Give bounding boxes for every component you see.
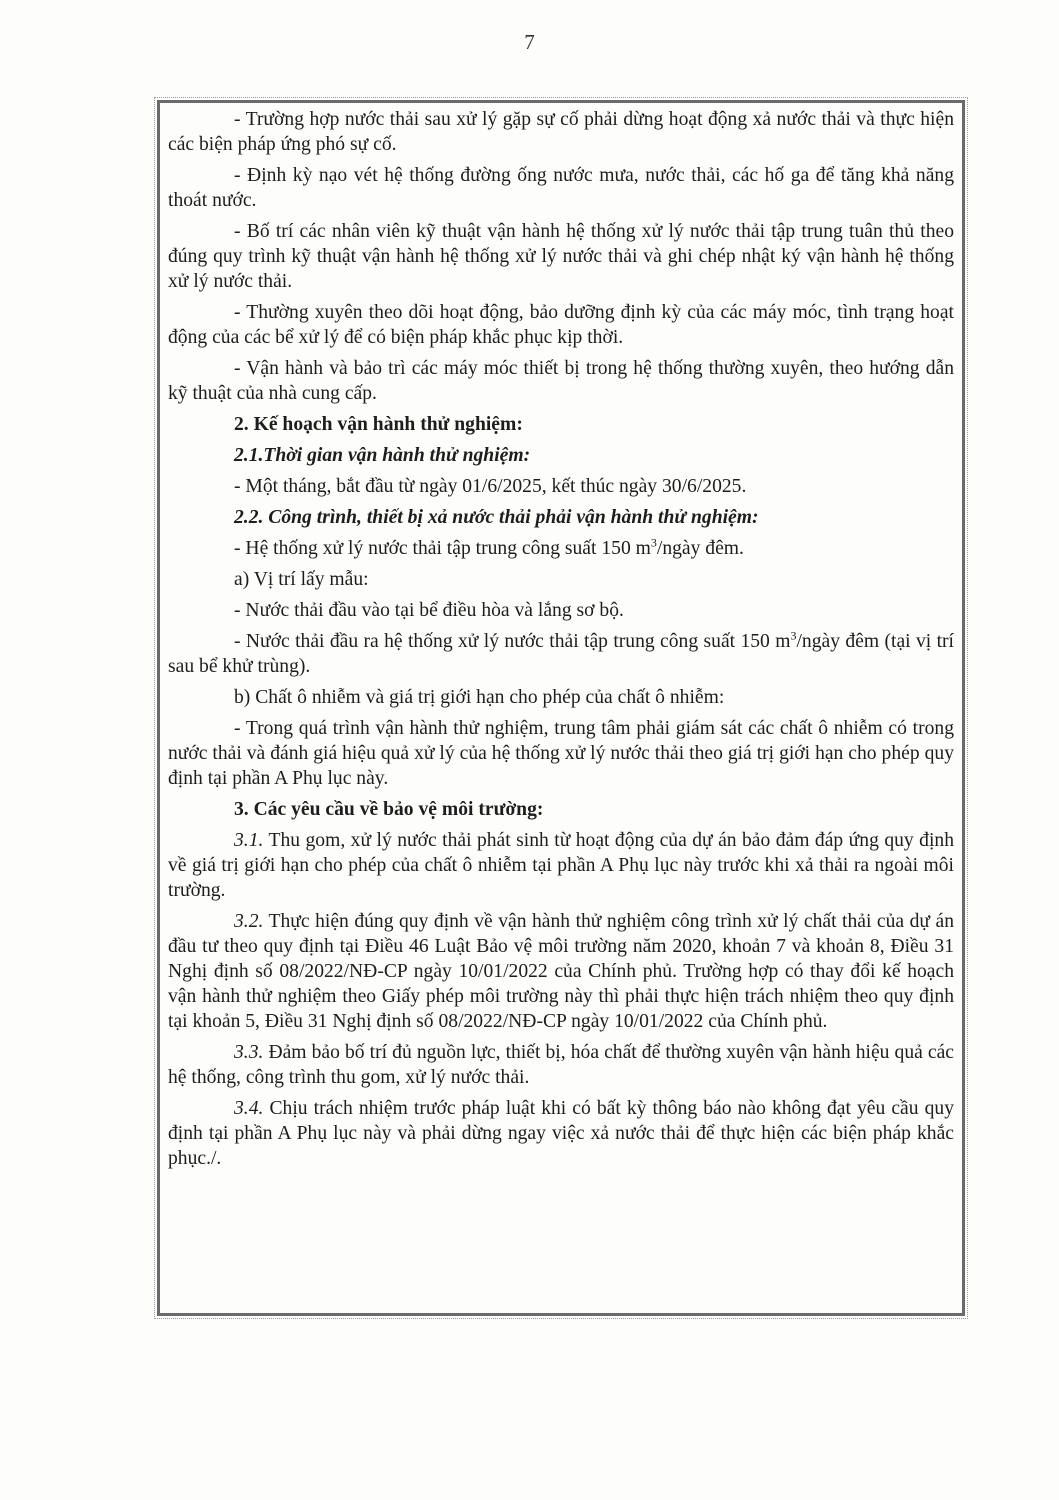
requirement-number: 3.1.: [234, 830, 264, 851]
requirement-text: Thực hiện đúng quy định về vận hành thử nghiệm công trình xử lý chất thải của dự án đầu tư theo quy định tại Điều 46 Luật Bảo vệ môi trường năm 2020, khoản 7 và khoản 8, Điều 31 Nghị định số 08/2022/NĐ-CP ngày 10/01/2022 của Chính phủ. Trường hợp có thay đổi kế hoạch vận hành thử nghiệm theo Giấy phép môi trường này thì phải thực hiện trách nhiệm theo quy định tại khoản 5, Điều 31 Nghị định số 08/2022/NĐ-CP ngày 10/01/2022 của Chính phủ.: [168, 911, 954, 1032]
paragraph-requirement-3-2: [168, 909, 954, 1034]
content-frame: [157, 100, 965, 1316]
page-number: 7: [524, 30, 535, 54]
heading-test-works: 2.2. Công trình, thiết bị xả nước thải phải vận hành thử nghiệm:: [234, 507, 759, 528]
outlet-unit: /ngày đêm (tại vị trí sau bể khử trùng).: [168, 631, 954, 677]
requirement-text: Đảm bảo bố trí đủ nguồn lực, thiết bị, hóa chất để thường xuyên vận hành hiệu quả các hệ thống, công trình thu gom, xử lý nước thải.: [168, 1042, 954, 1088]
capacity-text: - Hệ thống xử lý nước thải tập trung công suất 150 m: [234, 538, 651, 559]
outlet-text: - Nước thải đầu ra hệ thống xử lý nước thải tập trung công suất 150 m: [234, 631, 791, 652]
capacity-superscript: 3: [650, 535, 657, 550]
paragraph-inlet: - Nước thải đầu vào tại bể điều hòa và lắng sơ bộ.: [234, 600, 624, 621]
paragraph-dredging: - Định kỳ nạo vét hệ thống đường ống nước mưa, nước thải, các hố ga để tăng khả năng thoát nước.: [168, 165, 954, 211]
paragraph-pollutants: b) Chất ô nhiễm và giá trị giới hạn cho phép của chất ô nhiễm:: [234, 687, 725, 708]
requirement-text: Chịu trách nhiệm trước pháp luật khi có bất kỳ thông báo nào không đạt yêu cầu quy định tại phần A Phụ lục này và phải dừng ngay việc xả nước thải để thực hiện các biện pháp khắc phục./.: [168, 1098, 954, 1169]
requirement-text: Thu gom, xử lý nước thải phát sinh từ hoạt động của dự án bảo đảm đáp ứng quy định về giá trị giới hạn cho phép của chất ô nhiễm tại phần A Phụ lục này trước khi xả thải ra ngoài môi trường.: [168, 830, 954, 901]
paragraph-test-period: - Một tháng, bắt đầu từ ngày 01/6/2025, kết thúc ngày 30/6/2025.: [234, 476, 747, 497]
paragraph-staff: - Bố trí các nhân viên kỹ thuật vận hành hệ thống xử lý nước thải tập trung tuân thủ theo đúng quy trình kỹ thuật vận hành hệ thống xử lý nước thải và ghi chép nhật ký vận hành hệ thống xử lý nước thải.: [168, 221, 954, 292]
heading-test-plan: 2. Kế hoạch vận hành thử nghiệm:: [234, 414, 523, 435]
paragraph-requirement-3-4: [168, 1096, 954, 1171]
outlet-superscript: 3: [790, 628, 797, 643]
paragraph-sampling-location: a) Vị trí lấy mẫu:: [234, 569, 369, 590]
paragraph-maintenance: - Thường xuyên theo dõi hoạt động, bảo dưỡng định kỳ của các máy móc, tình trạng hoạt động của các bể xử lý để có biện pháp khắc phục kịp thời.: [168, 302, 954, 348]
requirement-number: 3.2.: [234, 911, 264, 932]
paragraph-system-capacity: [168, 536, 954, 561]
paragraph-outlet: [168, 629, 954, 679]
heading-test-time: 2.1.Thời gian vận hành thử nghiệm:: [234, 445, 531, 466]
capacity-unit: /ngày đêm.: [656, 538, 744, 559]
heading-env-requirements: 3. Các yêu cầu về bảo vệ môi trường:: [234, 799, 544, 820]
paragraph-requirement-3-1: [168, 828, 954, 903]
paragraph-monitoring: - Trong quá trình vận hành thử nghiệm, trung tâm phải giám sát các chất ô nhiễm có trong nước thải và đánh giá hiệu quả xử lý của hệ thống xử lý nước thải theo giá trị giới hạn cho phép quy định tại phần A Phụ lục này.: [168, 718, 954, 789]
paragraph-incident-stop: - Trường hợp nước thải sau xử lý gặp sự cố phải dừng hoạt động xả nước thải và thực hiện các biện pháp ứng phó sự cố.: [168, 109, 954, 155]
paragraph-requirement-3-3: [168, 1040, 954, 1090]
requirement-number: 3.3.: [234, 1042, 264, 1063]
requirement-number: 3.4.: [234, 1098, 264, 1119]
paragraph-operation: - Vận hành và bảo trì các máy móc thiết bị trong hệ thống thường xuyên, theo hướng dẫn kỹ thuật của nhà cung cấp.: [168, 358, 954, 404]
